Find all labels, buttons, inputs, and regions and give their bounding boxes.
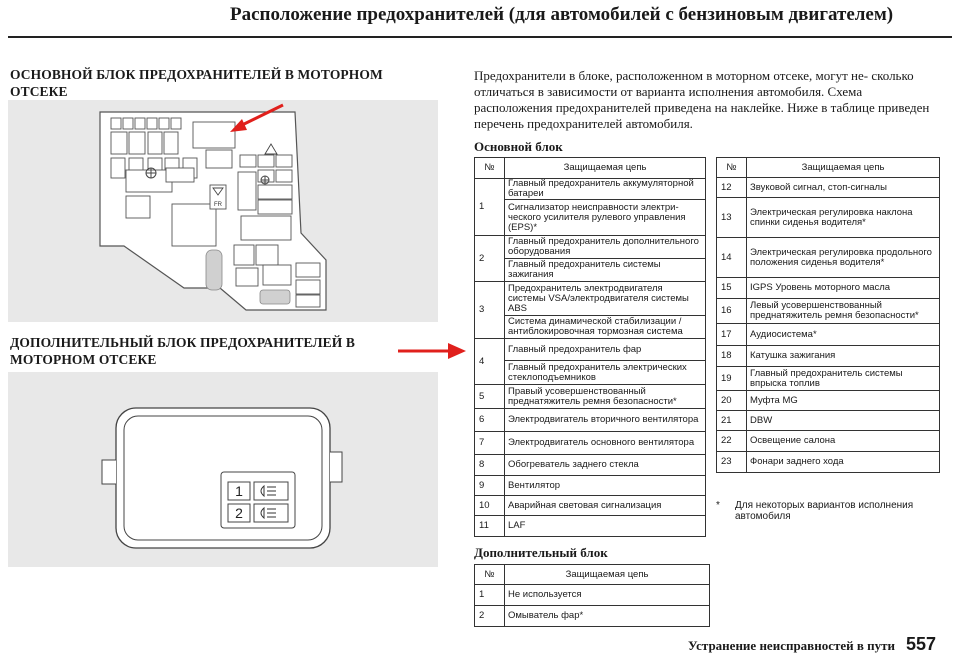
- fuse-circuit: Аудиосистема*: [747, 324, 940, 346]
- fuse-circuit: Электродвигатель основного вентилятора: [505, 432, 706, 455]
- fuse-circuit: Не используется: [505, 585, 710, 606]
- fuse-number: 4: [475, 339, 505, 385]
- aux-block-heading: ДОПОЛНИТЕЛЬНЫЙ БЛОК ПРЕДОХРАНИТЕЛЕЙ В МОТОРНОМ ОТСЕКЕ: [10, 335, 355, 367]
- fuse-circuit: Электродвигатель вторичного вентилятора: [505, 409, 706, 432]
- fuse-circuit: Предохранитель электродвигателя системы VSA/электродвигателя системы ABS: [505, 282, 706, 316]
- main-table-title: Основной блок: [474, 139, 563, 154]
- fuse-circuit: Правый усовершенствованный преднатяжитель ремня безопасности*: [505, 385, 706, 409]
- main-fuse-table-left: [474, 157, 706, 537]
- aux-table-title: Дополнительный блок: [474, 545, 608, 560]
- fuse-number: 11: [475, 516, 505, 537]
- fr-label: FR: [214, 202, 222, 208]
- main-fuse-table-right: [716, 157, 940, 473]
- fuse-number: 9: [475, 476, 505, 496]
- intro-paragraph: Предохранители в блоке, расположенном в моторном отсеке, могут не- сколько отличаться в зависимости от варианта исполнения автомобиля. Схема расположения предохранителей приведена на наклейке. Ниже в таблице приведен перечень предохранителей автомобиля.: [474, 68, 930, 131]
- footnote-mark: *: [716, 500, 720, 511]
- footer-section-title: Устранение неисправностей в пути: [688, 638, 895, 653]
- fuse-number: 10: [475, 496, 505, 516]
- main-block-heading: ОСНОВНОЙ БЛОК ПРЕДОХРАНИТЕЛЕЙ В МОТОРНОМ ОТСЕКЕ: [10, 67, 383, 99]
- page-title: Расположение предохранителей (для автомобилей с бензиновым двигателем): [230, 4, 894, 25]
- fuse-circuit: Главный предохранитель дополнительного оборудования: [505, 236, 706, 259]
- fuse-number: 6: [475, 409, 505, 432]
- fuse-number: 2: [475, 236, 505, 282]
- fuse-circuit: Сигнализатор неисправности электри- ческого усилителя рулевого управления (EPS)*: [505, 200, 706, 236]
- column-header-circuit: Защищаемая цепь: [505, 158, 706, 179]
- fuse-circuit: Главный предохранитель фар: [505, 339, 706, 361]
- fuse-circuit: Главный предохранитель системы впрыска топлив: [747, 367, 940, 391]
- aux-fuse-1-label: 1: [235, 483, 243, 499]
- fuse-circuit: Главный предохранитель аккумуляторной батареи: [505, 179, 706, 200]
- fuse-circuit: Электрическая регулировка наклона спинки сиденья водителя*: [747, 198, 940, 238]
- fuse-number: 5: [475, 385, 505, 409]
- fuse-number: 23: [717, 452, 747, 473]
- fuse-circuit: Муфта MG: [747, 391, 940, 411]
- fuse-circuit: LAF: [505, 516, 706, 537]
- aux-fuse-2-label: 2: [235, 505, 243, 521]
- fuse-circuit: Омыватель фар*: [505, 606, 710, 627]
- main-fuse-block-drawing: [8, 100, 438, 322]
- fuse-number: 1: [475, 179, 505, 236]
- fuse-number: 1: [475, 585, 505, 606]
- fuse-number: 14: [717, 238, 747, 278]
- page-number: 557: [906, 634, 937, 654]
- fuse-number: 8: [475, 455, 505, 476]
- fuse-circuit: IGPS Уровень моторного масла: [747, 278, 940, 299]
- fuse-number: 21: [717, 411, 747, 431]
- title-divider: [8, 36, 952, 38]
- red-arrow-icon-2: [396, 340, 468, 362]
- fuse-number: 19: [717, 367, 747, 391]
- fuse-circuit: Вентилятор: [505, 476, 706, 496]
- fuse-circuit: Главный предохранитель электрических стеклоподъемников: [505, 361, 706, 385]
- fuse-number: 15: [717, 278, 747, 299]
- fuse-number: 20: [717, 391, 747, 411]
- column-header-circuit: Защищаемая цепь: [505, 565, 710, 585]
- main-fuse-block-diagram: [8, 100, 438, 322]
- footnote-text: Для некоторых вариантов исполнения автомобиля: [735, 500, 914, 522]
- column-header-circuit: Защищаемая цепь: [747, 158, 940, 178]
- fuse-number: 22: [717, 431, 747, 452]
- fuse-circuit: Аварийная световая сигнализация: [505, 496, 706, 516]
- fuse-circuit: Фонари заднего хода: [747, 452, 940, 473]
- fuse-circuit: DBW: [747, 411, 940, 431]
- fuse-number: 13: [717, 198, 747, 238]
- fuse-number: 2: [475, 606, 505, 627]
- fuse-number: 16: [717, 299, 747, 324]
- fan-icon-2: [261, 176, 269, 184]
- fan-icon: [146, 168, 156, 178]
- fuse-circuit: Катушка зажигания: [747, 346, 940, 367]
- fuse-number: 3: [475, 282, 505, 339]
- fuse-number: 18: [717, 346, 747, 367]
- fuse-circuit: Обогреватель заднего стекла: [505, 455, 706, 476]
- aux-fuse-table: [474, 564, 710, 627]
- column-header-num: №: [475, 158, 505, 179]
- column-header-num: №: [717, 158, 747, 178]
- fuse-number: 12: [717, 178, 747, 198]
- fuse-circuit: Главный предохранитель системы зажигания: [505, 259, 706, 282]
- fuse-circuit: Система динамической стабилизации / антиблокировочная тормозная система: [505, 316, 706, 339]
- fuse-circuit: Электрическая регулировка продольного положения сиденья водителя*: [747, 238, 940, 278]
- fuse-circuit: Звуковой сигнал, стоп-сигналы: [747, 178, 940, 198]
- fuse-number: 17: [717, 324, 747, 346]
- column-header-num: №: [475, 565, 505, 585]
- fuse-number: 7: [475, 432, 505, 455]
- aux-fuse-block-diagram: [8, 372, 438, 567]
- fuse-circuit: Левый усовершенствованный преднатяжитель ремня безопасности*: [747, 299, 940, 324]
- fuse-circuit: Освещение салона: [747, 431, 940, 452]
- aux-fuse-block-drawing: [8, 372, 438, 567]
